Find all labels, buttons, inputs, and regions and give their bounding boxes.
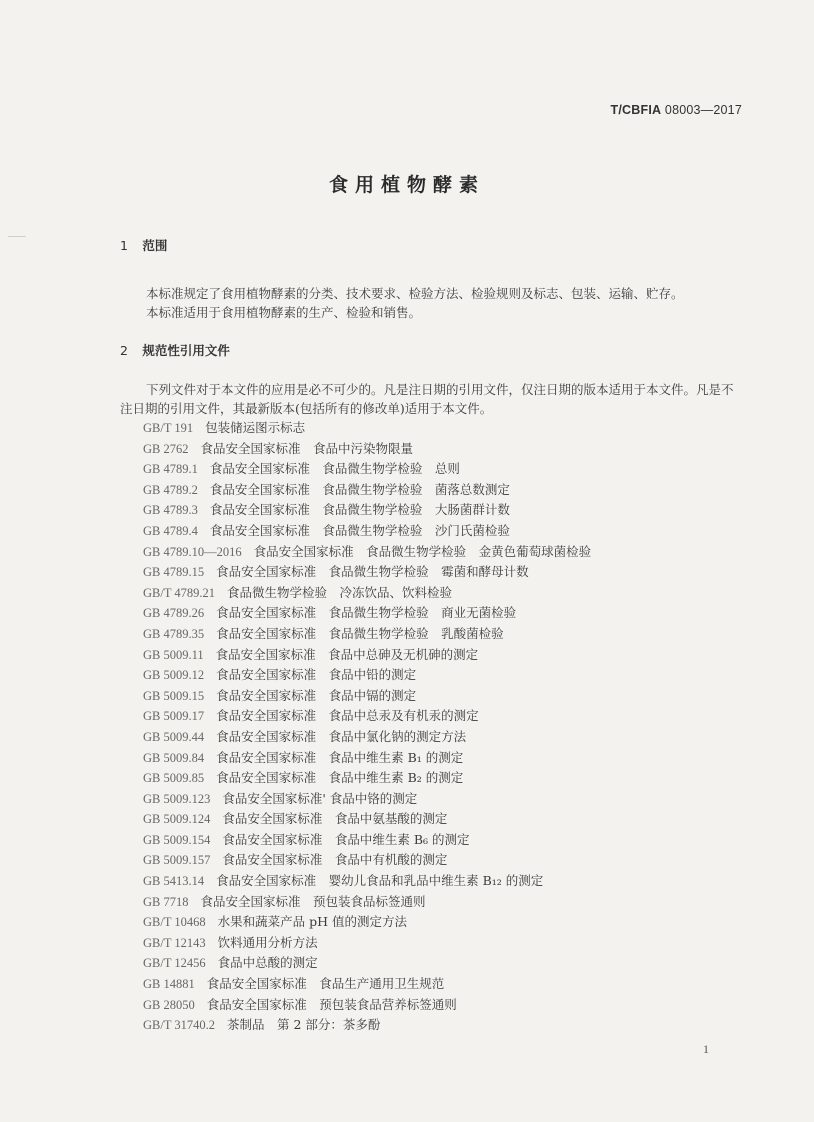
section-1-paragraph-1: 本标准规定了食用植物酵素的分类、技术要求、检验方法、检验规则及标志、包装、运输、贮存。 — [146, 286, 684, 301]
reference-item — [143, 542, 591, 563]
reference-title: 食品安全国家标准 食品中维生素 B₁ 的测定 — [216, 749, 464, 765]
reference-title: 食品安全国家标准 食品中氯化钠的测定方法 — [216, 728, 467, 744]
reference-title: 食品安全国家标准 食品中总汞及有机汞的测定 — [216, 708, 479, 724]
reference-item — [143, 727, 591, 748]
reference-item — [143, 624, 591, 645]
reference-code: GB 4789.26 — [143, 606, 205, 621]
reference-title: 食品安全国家标准 食品中总砷及无机砷的测定 — [215, 646, 479, 662]
standard-code-number: 08003—2017 — [664, 103, 742, 117]
reference-item — [143, 645, 591, 666]
standard-code — [611, 103, 742, 117]
section-2-heading — [120, 341, 230, 359]
standard-code-prefix: T/CBFIA — [610, 103, 662, 117]
reference-code: GB 5009.123 — [143, 791, 211, 806]
reference-code: GB 7718 — [143, 894, 189, 909]
scan-artifact — [8, 236, 26, 237]
reference-code: GB 5009.11 — [143, 647, 204, 662]
reference-title: 食品安全国家标准 食品微生物学检验 商业无菌检验 — [216, 605, 517, 621]
reference-item — [143, 933, 591, 954]
reference-code: GB/T 12456 — [143, 956, 206, 971]
reference-code: GB 4789.1 — [143, 462, 198, 477]
reference-list — [143, 418, 591, 1036]
reference-title: 食品安全国家标准 食品微生物学检验 菌落总数测定 — [209, 481, 510, 497]
reference-code: GB 5009.44 — [143, 729, 205, 744]
reference-code: GB 5009.85 — [143, 771, 205, 786]
reference-item — [143, 974, 591, 995]
reference-code: GB/T 10468 — [143, 915, 206, 930]
reference-item — [143, 830, 591, 851]
reference-title: 食品微生物学检验 冷冻饮品、饮料检验 — [227, 584, 453, 600]
reference-title: 食品安全国家标准 食品中污染物限量 — [200, 440, 414, 456]
reference-title: 食品安全国家标准 食品中维生素 B₆ 的测定 — [222, 831, 470, 847]
reference-code: GB 5009.157 — [143, 853, 211, 868]
reference-item — [143, 500, 591, 521]
reference-title: 食品安全国家标准 食品生产通用卫生规范 — [206, 976, 445, 992]
reference-title: 包装储运图示标志 — [205, 420, 306, 435]
reference-title: 食品中总酸的测定 — [217, 955, 318, 971]
reference-item — [143, 706, 591, 727]
reference-title: 食品安全国家标准 预包装食品营养标签通则 — [206, 996, 457, 1012]
reference-code: GB 5009.12 — [143, 668, 205, 683]
reference-item — [143, 768, 591, 789]
reference-code: GB 4789.35 — [143, 626, 205, 641]
reference-title: 食品安全国家标准 食品中铅的测定 — [216, 667, 417, 683]
section-2-title: 规范性引用文件 — [142, 343, 230, 358]
reference-code: GB/T 31740.2 — [143, 1018, 215, 1033]
reference-item — [143, 912, 591, 933]
reference-code: GB 14881 — [143, 977, 195, 992]
reference-item — [143, 603, 591, 624]
reference-item — [143, 892, 591, 913]
reference-code: GB 4789.4 — [143, 523, 198, 538]
reference-item — [143, 850, 591, 871]
reference-code: GB 5009.15 — [143, 688, 205, 703]
section-1-paragraph-2: 本标准适用于食用植物酵素的生产、检验和销售。 — [146, 305, 422, 320]
reference-code: GB 5009.124 — [143, 812, 211, 827]
reference-title: 水果和蔬菜产品 pH 值的测定方法 — [217, 914, 407, 930]
reference-title: 食品安全国家标准 食品微生物学检验 金黄色葡萄球菌检验 — [253, 543, 592, 559]
reference-title: 食品安全国家标准 食品中有机酸的测定 — [222, 852, 448, 868]
reference-code: GB 4789.2 — [143, 482, 198, 497]
reference-code: GB 2762 — [143, 441, 189, 456]
reference-code: GB 5009.154 — [143, 832, 211, 847]
section-1-number: 1 — [120, 238, 128, 253]
reference-code: GB 4789.3 — [143, 503, 198, 518]
reference-title: 食品安全国家标准 食品微生物学检验 总则 — [209, 461, 460, 477]
reference-item — [143, 748, 591, 769]
reference-code: GB 5413.14 — [143, 874, 205, 889]
reference-item — [143, 953, 591, 974]
reference-title: 食品安全国家标准 婴幼儿食品和乳品中维生素 B₁₂ 的测定 — [216, 873, 544, 889]
reference-title: 食品安全国家标准 食品微生物学检验 霉菌和酵母计数 — [216, 564, 529, 580]
reference-item — [143, 418, 591, 439]
page-number: 1 — [703, 1042, 709, 1056]
reference-title: 食品安全国家标准 食品微生物学检验 乳酸菌检验 — [216, 625, 504, 641]
reference-code: GB/T 12143 — [143, 935, 206, 950]
reference-item — [143, 871, 591, 892]
reference-code: GB 5009.17 — [143, 709, 205, 724]
document-title: 食用植物酵素 — [328, 174, 485, 196]
reference-title: 食品安全国家标准 食品中镉的测定 — [216, 687, 417, 703]
section-1-heading — [120, 236, 167, 254]
reference-code: GB 28050 — [143, 997, 195, 1012]
reference-item — [143, 686, 591, 707]
reference-title: 食品安全国家标准' 食品中铬的测定 — [222, 790, 418, 806]
section-1-title: 范围 — [142, 238, 168, 253]
reference-title: 食品安全国家标准 食品微生物学检验 沙门氏菌检验 — [209, 522, 510, 538]
reference-code: GB 5009.84 — [143, 750, 205, 765]
reference-item — [143, 459, 591, 480]
reference-code: GB/T 4789.21 — [143, 585, 215, 600]
reference-item — [143, 480, 591, 501]
reference-item — [143, 789, 591, 810]
reference-item — [143, 665, 591, 686]
reference-item — [143, 583, 591, 604]
section-2-number: 2 — [120, 343, 128, 358]
reference-item — [143, 439, 591, 460]
reference-item — [143, 521, 591, 542]
reference-item — [143, 809, 591, 830]
reference-item — [143, 995, 591, 1016]
reference-title: 食品安全国家标准 预包装食品标签通则 — [200, 893, 426, 909]
reference-code: GB/T 191 — [143, 421, 194, 435]
reference-title: 茶制品 第 2 部分：茶多酚 — [227, 1017, 381, 1033]
reference-item — [143, 1015, 591, 1036]
reference-title: 食品安全国家标准 食品中氨基酸的测定 — [222, 811, 448, 827]
reference-code: GB 4789.15 — [143, 565, 205, 580]
reference-item — [143, 562, 591, 583]
reference-title: 食品安全国家标准 食品微生物学检验 大肠菌群计数 — [209, 502, 510, 518]
reference-title: 食品安全国家标准 食品中维生素 B₂ 的测定 — [216, 770, 464, 786]
reference-code: GB 4789.10—2016 — [143, 544, 242, 559]
section-2-intro: 下列文件对于本文件的应用是必不可少的。凡是注日期的引用文件，仅注日期的版本适用于本文件。凡是不注日期的引用文件，其最新版本(包括所有的修改单)适用于本文件。 — [120, 382, 734, 416]
reference-title: 饮料通用分析方法 — [217, 934, 318, 950]
